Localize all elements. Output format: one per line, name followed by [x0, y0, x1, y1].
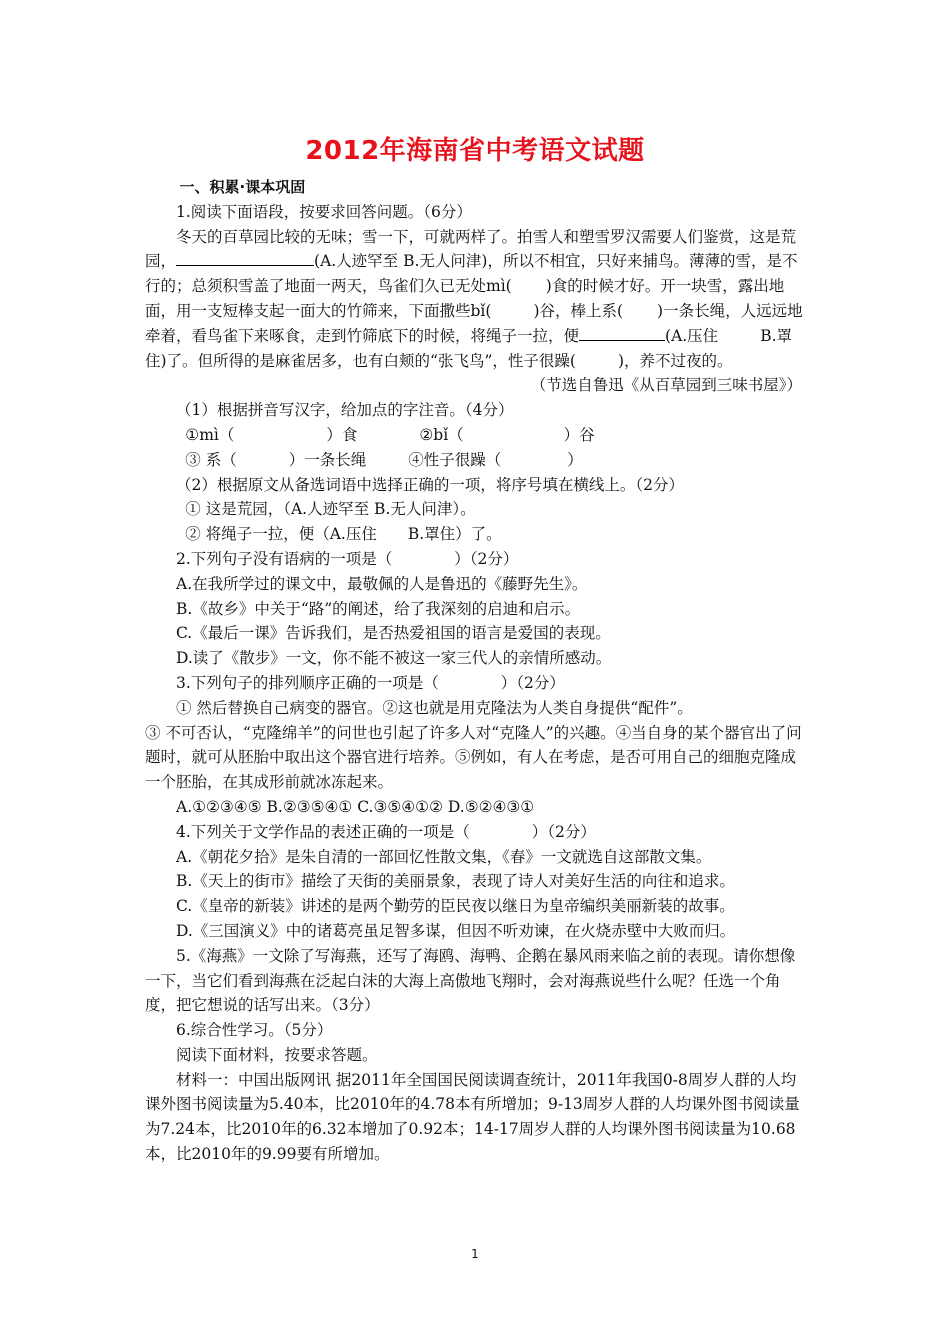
- option-text: ）谷: [563, 425, 595, 444]
- sub-question-2: （2）根据原文从备选词语中选择正确的一项，将序号填在横线上。（2分）: [176, 475, 684, 494]
- question-1-prompt: 1.阅读下面语段，按要求回答问题。（6分）: [176, 202, 472, 221]
- option-b: B.《天上的街市》描绘了天街的美丽景象，表现了诗人对美好生活的向往和追求。: [176, 872, 735, 891]
- passage-text: )谷，棒上系(: [533, 301, 624, 320]
- pinyin-options-row-2: [145, 448, 810, 473]
- question-5-prompt: 5.《海燕》一文除了写海燕，还写了海鸥、海鸭、企鹅在暴风雨来临之前的表现。请你想像一下，当它们看到海燕在泛起白沫的大海上高傲地飞翔时，会对海燕说些什么呢？任选一个角度，把它想说的话写出来。（3分）: [145, 946, 796, 1015]
- sub-question-2-item: ① 这是荒园，（A.人迹罕至 B.无人问津）。: [185, 500, 476, 519]
- option-text: ）一条长绳: [288, 450, 367, 469]
- question-4-prompt: 4.下列关于文学作品的表述正确的一项是（ ）（2分）: [176, 822, 596, 841]
- option-text: ①mì（: [185, 425, 235, 444]
- exam-title: 2012年海南省中考语文试题: [305, 136, 645, 166]
- question-3-options: A.①②③④⑤ B.②③⑤④① C.③⑤④①② D.⑤②④③①: [176, 797, 535, 816]
- pinyin-options-row-1: [145, 423, 810, 448]
- sub-question-1: （1）根据拼音写汉字，给加点的字注音。（4分）: [176, 401, 514, 420]
- passage-text: B.罩住)了。但所得的是麻雀居多，也有白颊的“张飞鸟”，性子很躁(: [145, 326, 793, 370]
- question-3-prompt: 3.下列句子的排列顺序正确的一项是（ ）（2分）: [176, 673, 565, 692]
- answer-blank[interactable]: [579, 326, 665, 341]
- section-heading: 一、积累·课本巩固: [179, 178, 306, 196]
- question-3-sentences: ① 然后替换自己病变的器官。②这也就是用克隆法为人类自身提供“配件”。: [176, 698, 693, 717]
- option-a: A.在我所学过的课文中，最敬佩的人是鲁迅的《藤野先生》。: [176, 574, 588, 593]
- question-6-instruction: 阅读下面材料，按要求答题。: [176, 1045, 378, 1064]
- sub-question-2-item: ② 将绳子一拉，便（A.压住 B.罩住）了。: [185, 525, 502, 544]
- passage-text: (A.人迹罕至 B.无人问津)，所以不相宜，只好来捕鸟。薄薄的雪，是不行的；总须积雪盖了地面一两天，鸟雀们久已无处mì(: [145, 252, 798, 296]
- option-c: C.《最后一课》告诉我们，是否热爱祖国的语言是爱国的表现。: [176, 624, 611, 643]
- passage-source: （节选自鲁迅《从百草园到三味书屋》）: [530, 376, 802, 395]
- passage-paragraph: [145, 225, 810, 374]
- option-text: ）食: [326, 425, 358, 444]
- page-number: 1: [471, 1247, 479, 1261]
- answer-blank[interactable]: [176, 251, 314, 266]
- passage-text: )一条长绳，人远远地牵着，看鸟雀下来啄食，走到竹筛底下的时候，将绳子一拉，便: [145, 301, 803, 345]
- material-1: 材料一：中国出版网讯 据2011年全国国民阅读调查统计，2011年我国0-8周岁人群的人均课外图书阅读量为5.40本，比2010年的4.78本有所增加；9-13周岁人群的人均课外图书阅读量为7.24本，比2010年的6.32本增加了0.92本；14-17周岁人群的人均课外图书阅读量为10.68本，比2010年的9.99要有所增加。: [145, 1070, 800, 1164]
- option-a: A.《朝花夕拾》是朱自清的一部回忆性散文集，《春》一文就选自这部散文集。: [176, 847, 712, 866]
- question-2-prompt: 2.下列句子没有语病的一项是（ ）（2分）: [176, 549, 519, 568]
- option-text: ③ 系（: [185, 450, 237, 469]
- passage-text: )，养不过夜的。: [617, 351, 733, 370]
- question-6-prompt: 6.综合性学习。（5分）: [176, 1021, 333, 1040]
- document-body: [145, 175, 810, 1167]
- passage-text: (A.压住: [665, 326, 719, 345]
- option-text: ②bǐ（: [419, 425, 464, 444]
- option-d: D.《三国演义》中的诸葛亮虽足智多谋，但因不听劝谏，在火烧赤壁中大败而归。: [176, 921, 736, 940]
- passage-text: )食的时候才好。开一块雪，露出地面，用一支短棒支起一面大的竹筛来，下面撒些bǐ(: [145, 277, 785, 320]
- question-3-sentences: ③ 不可否认，“克隆绵羊”的问世也引起了许多人对“克隆人”的兴趣。④当自身的某个器官出了问题时，就可从胚胎中取出这个器官进行培养。⑤例如，有人在考虑，是否可用自己的细胞克隆成一个胚胎，在其成形前就冰冻起来。: [145, 723, 802, 792]
- option-c: C.《皇帝的新装》讲述的是两个勤劳的臣民夜以继日为皇帝编织美丽新装的故事。: [176, 897, 735, 916]
- option-b: B.《故乡》中关于“路”的阐述，给了我深刻的启迪和启示。: [176, 599, 581, 618]
- option-d: D.读了《散步》一文，你不能不被这一家三代人的亲情所感动。: [176, 649, 612, 668]
- passage-text: 冬天的百草园比较的无味；雪一下，可就两样了。拍雪人和塑雪罗汉需要人们鉴赏，这是荒园，: [145, 227, 797, 271]
- option-text: ）: [567, 450, 583, 469]
- option-text: ④性子很躁（: [408, 450, 502, 469]
